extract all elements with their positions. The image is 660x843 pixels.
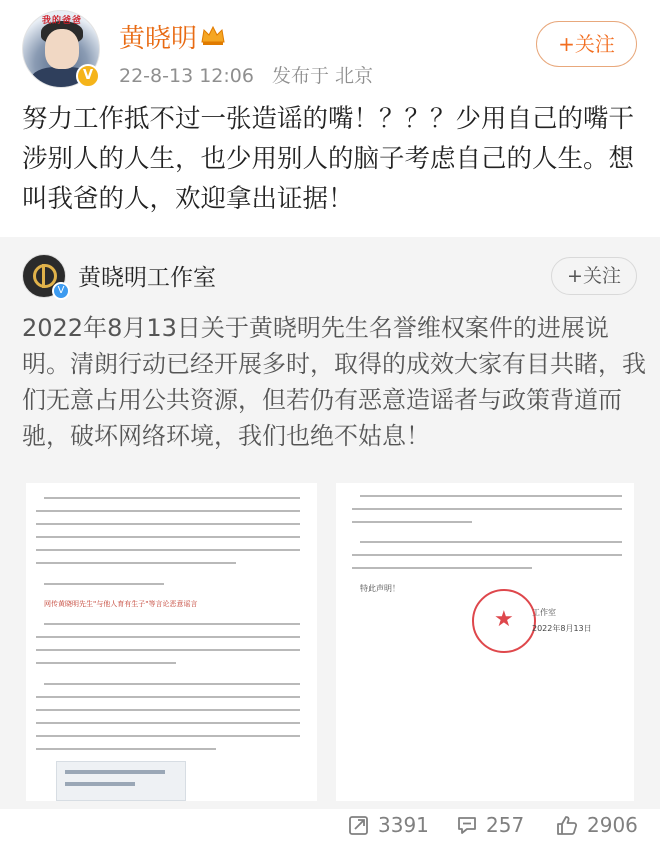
repost-icon xyxy=(348,814,370,836)
like-icon xyxy=(555,814,579,836)
crown-icon xyxy=(200,24,226,46)
comment-icon xyxy=(456,814,478,836)
repost-text: 2022年8月13日关于黄晓明先生名誉维权案件的进展说明。清朗行动已经开展多时，取得的成效大家有目共睹，我们无意占用公共资源，但若仍有恶意造谣者与政策背道而驰，破坏网络环境，我们也绝不姑息！ xyxy=(22,314,646,450)
seal-star-icon: ★ xyxy=(494,607,514,632)
comment-count: 257 xyxy=(486,813,525,837)
statement-image-page-2[interactable] xyxy=(336,483,634,801)
statement-rumor-link: 网传黄晓明先生"与他人育有生子"等言论恶意谣言 xyxy=(44,600,198,608)
like-count: 2906 xyxy=(587,813,638,837)
post-location: 发布于 北京 xyxy=(272,65,374,87)
like-button[interactable] xyxy=(555,812,638,838)
statement-closing: 特此声明！ xyxy=(360,584,400,593)
statement-signer: 工作室 xyxy=(532,608,556,617)
repost-button[interactable] xyxy=(348,812,429,838)
author-name[interactable]: 黄晓明 xyxy=(119,24,198,54)
repost-card[interactable] xyxy=(0,237,660,809)
studio-name[interactable]: 黄晓明工作室 xyxy=(78,265,216,291)
statement-date: 2022年8月13日 xyxy=(532,624,592,633)
studio-follow-button[interactable]: +关注 xyxy=(551,257,637,295)
company-seal-stamp xyxy=(472,589,536,653)
post-meta xyxy=(119,61,385,88)
post-date: 22-8-13 12:06 xyxy=(119,65,254,87)
comment-button[interactable] xyxy=(456,812,524,838)
action-bar xyxy=(0,809,660,843)
repost-count: 3391 xyxy=(378,813,429,837)
post-header xyxy=(0,0,660,92)
post-text: 努力工作抵不过一张造谣的嘴！？？？少用自己的嘴干涉别人的人生，也少用别人的脑子考虑自己的人生。想叫我爸的人，欢迎拿出证据！ xyxy=(22,104,635,214)
avatar-caption: 我的爸爸 xyxy=(41,16,82,26)
verified-icon: V xyxy=(76,64,100,88)
verified-icon: V xyxy=(52,282,70,300)
avatar-face xyxy=(45,29,79,69)
statement-image-page-1[interactable] xyxy=(26,483,317,801)
statement-thumbnail xyxy=(56,761,186,801)
follow-button[interactable]: +关注 xyxy=(536,21,637,67)
